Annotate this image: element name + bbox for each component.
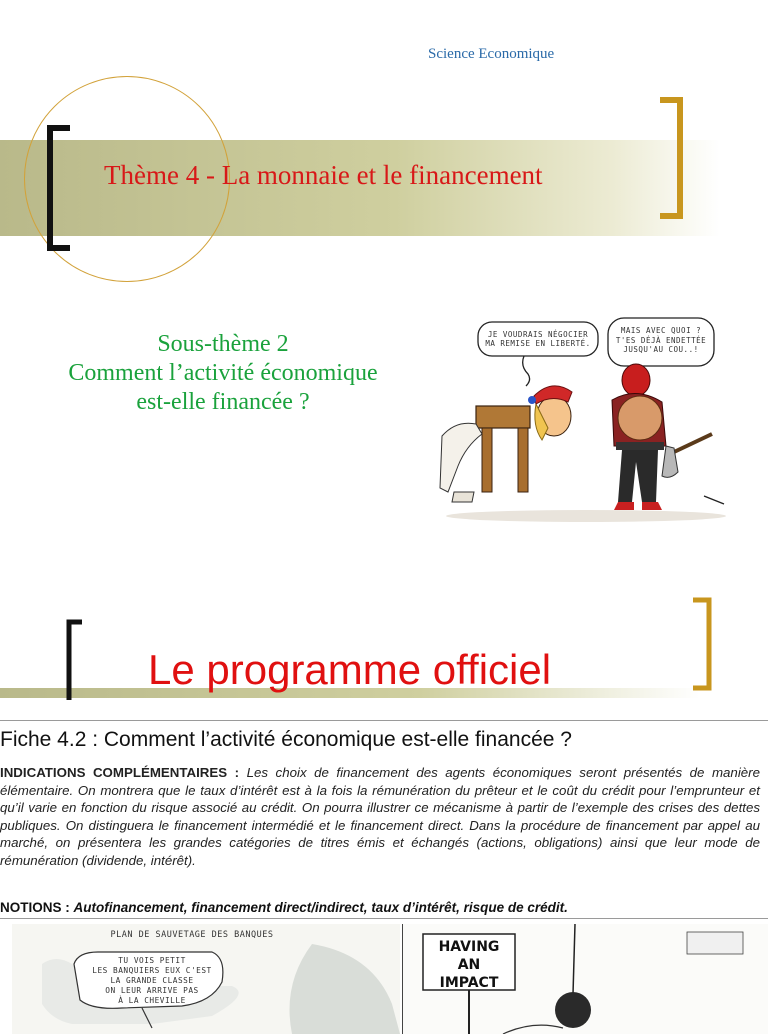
bank-bubble-line-3: LA GRANDE CLASSE xyxy=(110,976,194,985)
right-bracket-icon xyxy=(690,596,714,692)
bubble-left-line-1: JE VOUDRAIS NÉGOCIER xyxy=(487,330,589,339)
bubble-right-line-1: MAIS AVEC QUOI ? xyxy=(620,326,702,335)
fiche-heading: Fiche 4.2 : Comment l’activité économique est-elle financée ? xyxy=(0,728,572,751)
indications-text: Les choix de financement des agents économiques seront présentés de manière élémentaire. On montrera que le taux d’intérêt est à la fois la rémunération du prêteur et le coût du crédit pour l’emprunteur et qu’il varie en fonction du risque associé au crédit. On pourra illustrer ce mécanisme à partir de l’exemple des crises des dettes publiques. On distinguera le financement intermédié et le financement direct. Dans la procédure de financement par appel au marché, on présentera les grandes catégories de titres émis et échangés (actions, obligations) ainsi que leur mode de rémunération (dividende, intérêt). xyxy=(0,765,760,868)
bank-bubble-line-5: À LA CHEVILLE xyxy=(118,996,186,1005)
having-an-impact-cartoon xyxy=(402,924,768,1034)
pillory-cartoon xyxy=(436,316,736,526)
bank-bubble-line-2: LES BANQUIERS EUX C'EST xyxy=(92,966,212,975)
notions-text: Autofinancement, financement direct/indirect, taux d’intérêt, risque de crédit. xyxy=(73,900,568,915)
divider xyxy=(0,918,768,919)
section-title: Le programme officiel xyxy=(148,646,552,693)
bank-cartoon-bubble xyxy=(84,956,220,1006)
cartoon-bubble-left xyxy=(480,330,596,348)
indications-label: INDICATIONS COMPLÉMENTAIRES : xyxy=(0,765,240,780)
impact-sign xyxy=(427,938,511,992)
subtheme-line-2: Comment l’activité économique xyxy=(68,360,378,386)
bubble-left-line-2: MA REMISE EN LIBERTÉ. xyxy=(485,339,591,348)
bank-cartoon-caption: PLAN DE SAUVETAGE DES BANQUES xyxy=(110,930,274,940)
notions-label: NOTIONS : xyxy=(0,900,70,915)
subtheme-line-1: Sous-thème 2 xyxy=(157,331,289,357)
subtheme-line-3: est-elle financée ? xyxy=(136,389,310,415)
right-bracket-icon xyxy=(656,96,686,222)
cartoon-bubble-right xyxy=(610,326,712,355)
subtheme-block xyxy=(20,330,426,417)
bank-rescue-cartoon xyxy=(12,924,400,1034)
bank-bubble-line-1: TU VOIS PETIT xyxy=(118,956,186,965)
theme-title: Thème 4 - La monnaie et le financement xyxy=(104,160,543,190)
impact-sign-line-2: IMPACT xyxy=(439,975,499,991)
fiche-notions xyxy=(0,900,568,915)
header-label: Science Economique xyxy=(428,46,555,62)
bubble-right-line-3: JUSQU'AU COU..! xyxy=(623,345,699,354)
fiche-indications xyxy=(0,764,760,869)
bubble-right-line-2: T'ES DÉJÀ ENDETTÉE xyxy=(615,335,707,345)
left-bracket-icon xyxy=(44,124,74,254)
bank-bubble-line-4: ON LEUR ARRIVE PAS xyxy=(105,986,199,995)
left-bracket-icon xyxy=(64,618,86,704)
impact-sign-line-1: HAVING AN xyxy=(438,939,500,973)
